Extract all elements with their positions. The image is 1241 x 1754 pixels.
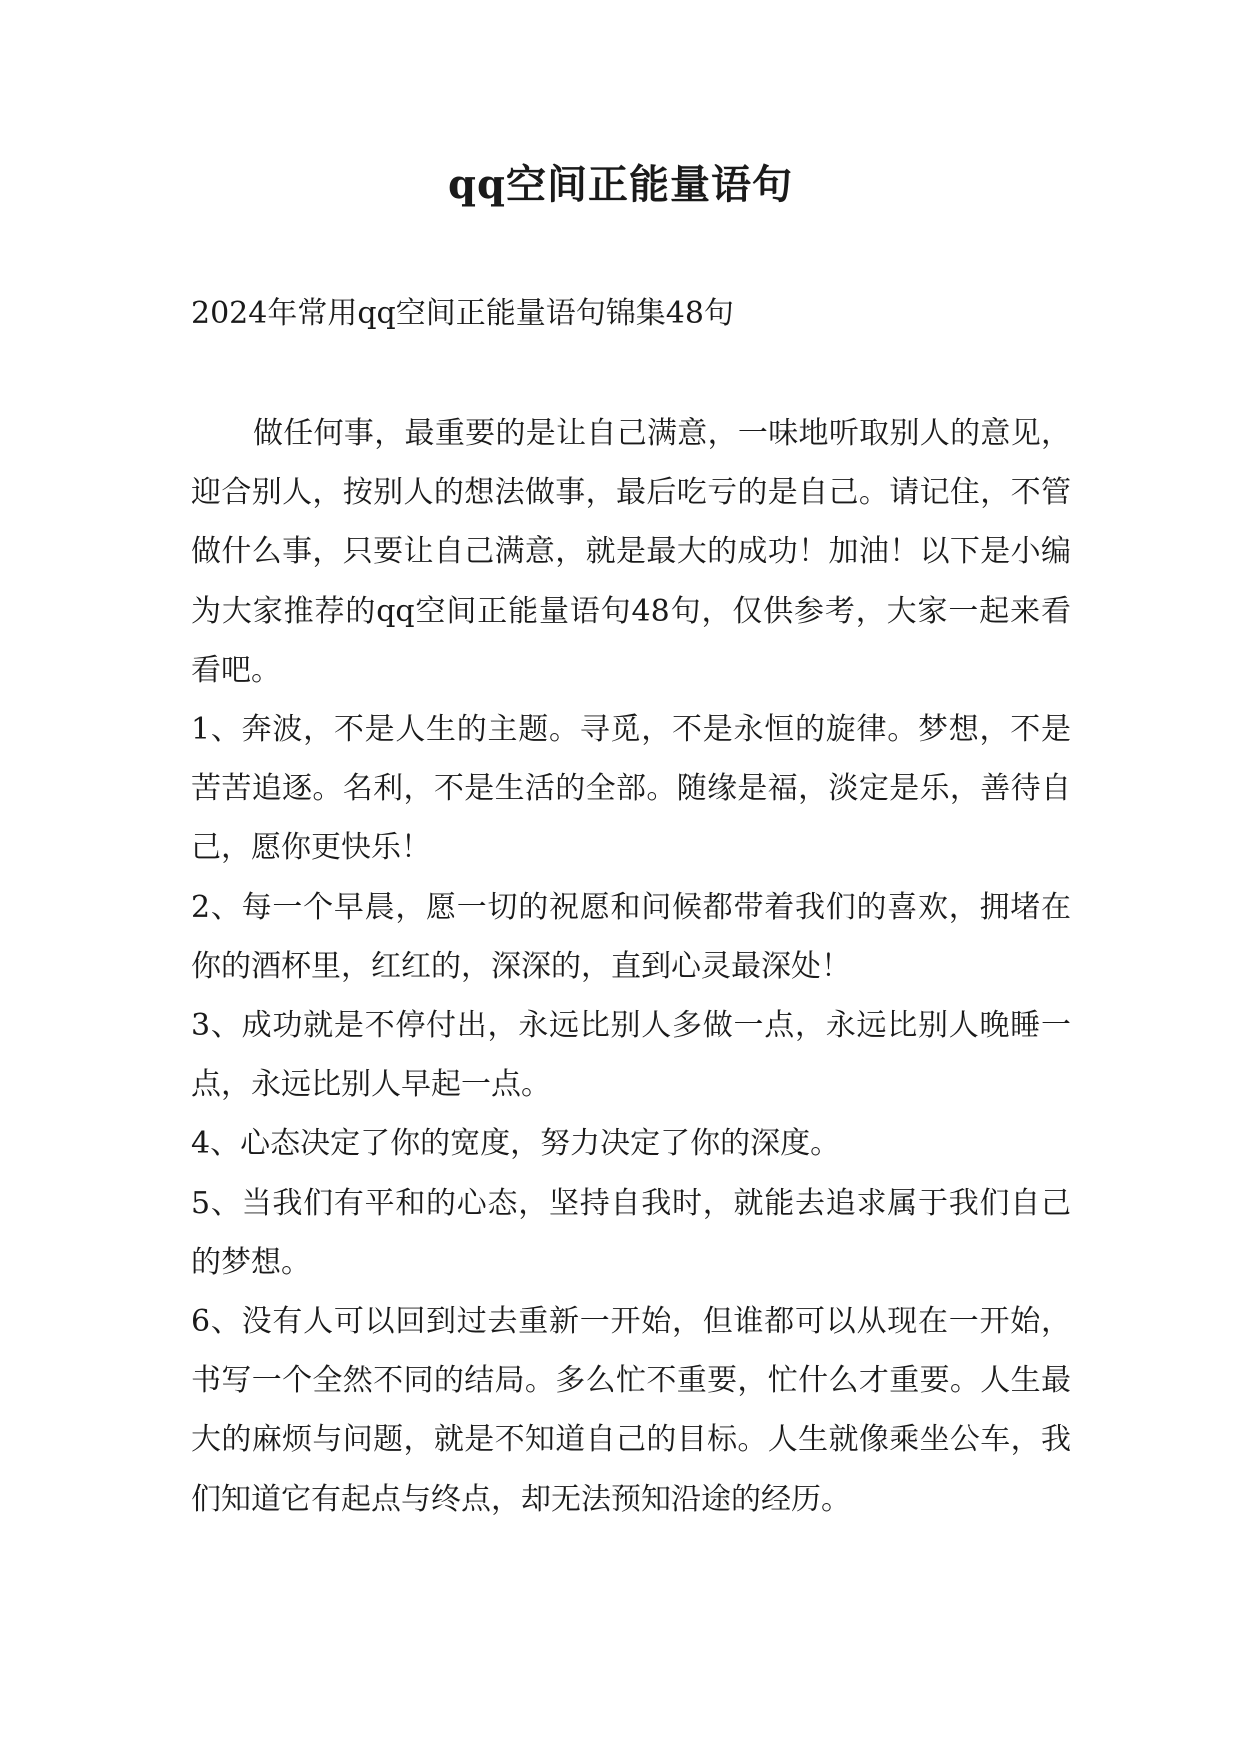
intro-paragraph: 做任何事，最重要的是让自己满意，一味地听取别人的意见，迎合别人，按别人的想法做事，最后吃亏的是自己。请记住，不管做什么事，只要让自己满意，就是最大的成功！加油！以下是小编为大家推荐的qq空间正能量语句48句，仅供参考，大家一起来看看吧。 bbox=[191, 416, 1071, 688]
quote-item-3: 3、成功就是不停付出，永远比别人多做一点，永远比别人晚睡一点，永远比别人早起一点。 bbox=[191, 1008, 1071, 1103]
document-title: qq空间正能量语句 bbox=[448, 161, 793, 208]
quote-item-1: 1、奔波，不是人生的主题。寻觅，不是永恒的旋律。梦想，不是苦苦追逐。名利，不是生活的全部。随缘是福，淡定是乐，善待自己，愿你更快乐！ bbox=[191, 712, 1071, 866]
quote-item-6: 6、没有人可以回到过去重新一开始，但谁都可以从现在一开始，书写一个全然不同的结局。多么忙不重要，忙什么才重要。人生最大的麻烦与问题，就是不知道自己的目标。人生就像乘坐公车，我们知道它有起点与终点，却无法预知沿途的经历。 bbox=[191, 1304, 1071, 1517]
quote-item-4: 4、心态决定了你的宽度，努力决定了你的深度。 bbox=[191, 1126, 841, 1162]
document-body bbox=[191, 404, 1071, 1529]
quote-item-2: 2、每一个早晨，愿一切的祝愿和问候都带着我们的喜欢，拥堵在你的酒杯里，红红的，深深的，直到心灵最深处！ bbox=[191, 889, 1071, 984]
quote-item-5: 5、当我们有平和的心态，坚持自我时，就能去追求属于我们自己的梦想。 bbox=[191, 1185, 1071, 1280]
document-subtitle: 2024年常用qq空间正能量语句锦集48句 bbox=[191, 296, 734, 331]
